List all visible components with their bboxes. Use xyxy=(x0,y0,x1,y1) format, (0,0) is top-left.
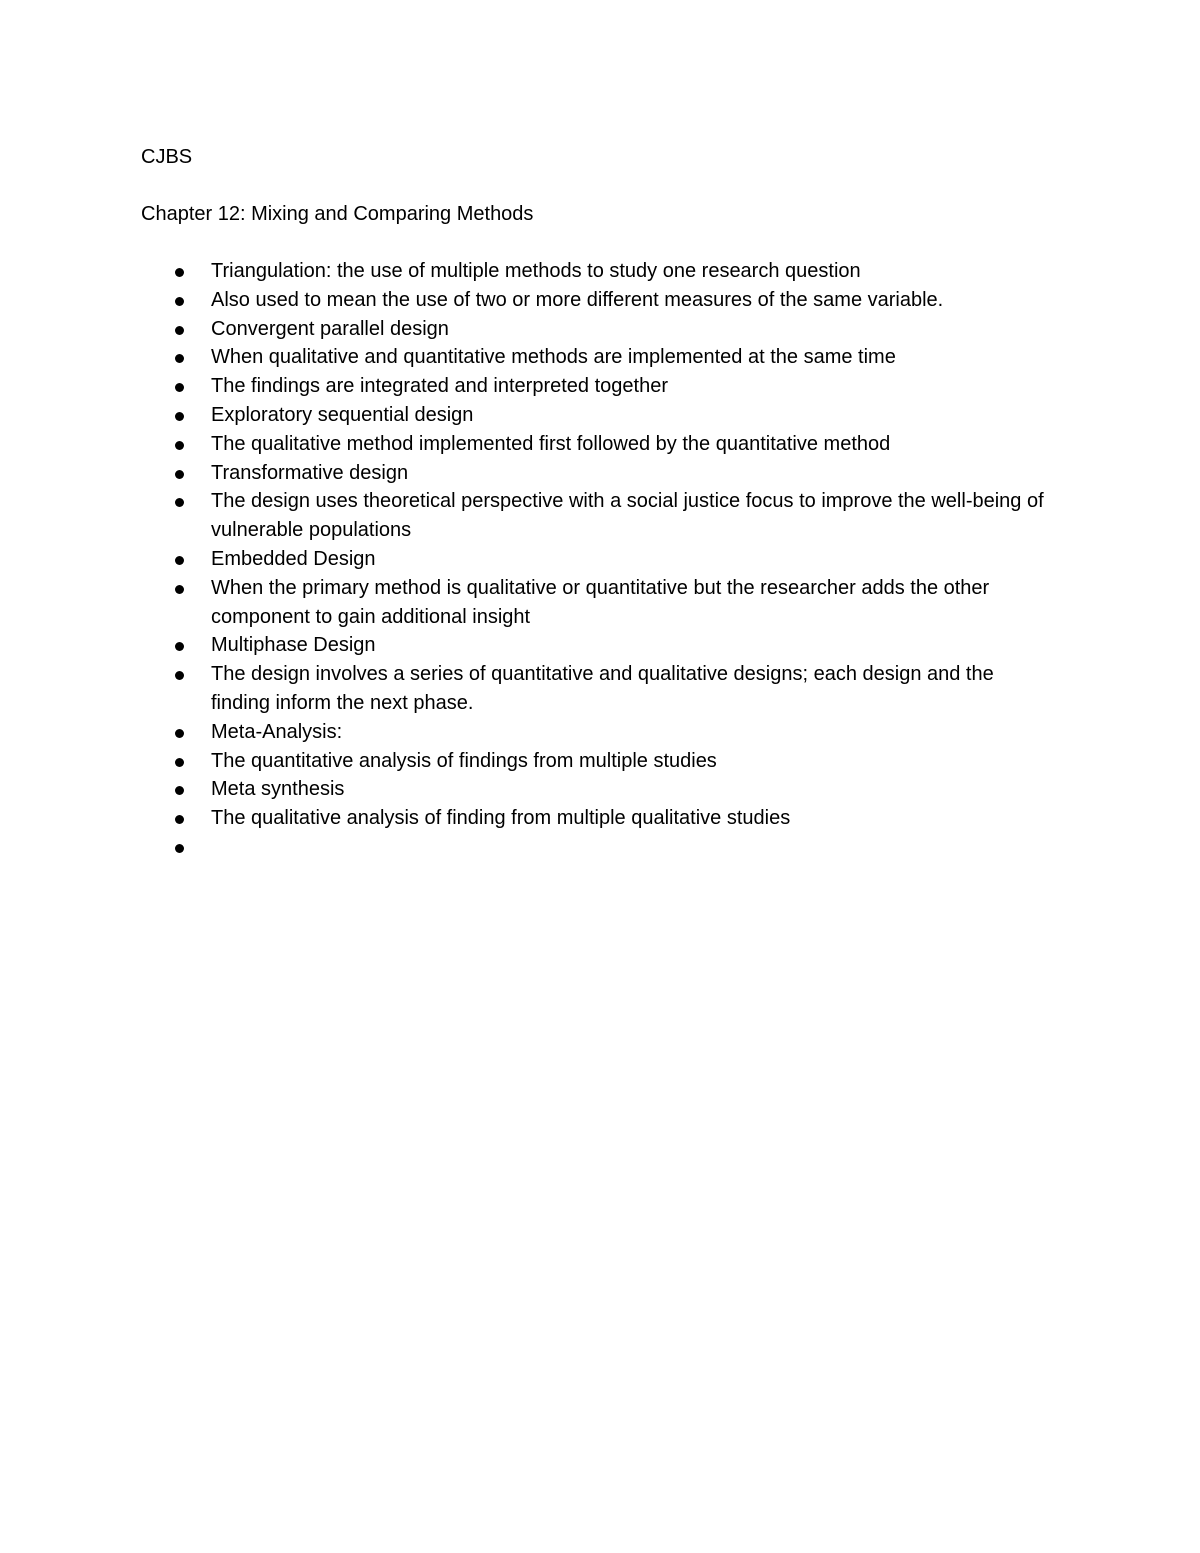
bullet-icon xyxy=(175,498,184,507)
list-item xyxy=(0,372,1056,401)
list-item-text: Triangulation: the use of multiple methods to study one research question xyxy=(211,260,861,282)
bullet-list xyxy=(0,257,1200,862)
list-item-text: The design involves a series of quantitative and qualitative designs; each design and the finding inform the next phase. xyxy=(211,663,994,714)
list-item xyxy=(0,286,1056,315)
bullet-icon xyxy=(175,786,184,795)
list-item xyxy=(0,315,1056,344)
list-item-text: Embedded Design xyxy=(211,547,376,570)
list-item xyxy=(0,343,1056,372)
chapter-title: Chapter 12: Mixing and Comparing Methods xyxy=(141,203,534,225)
list-item-text: The quantitative analysis of findings from multiple studies xyxy=(211,749,717,772)
list-item xyxy=(0,660,1056,718)
list-item-text: Transformative design xyxy=(211,461,409,484)
bullet-icon xyxy=(175,642,184,651)
list-item-text: Convergent parallel design xyxy=(211,317,449,340)
bullet-icon xyxy=(175,268,184,277)
list-item-text: Multiphase Design xyxy=(211,634,376,657)
list-item-text: The qualitative method implemented first followed by the quantitative method xyxy=(211,432,891,455)
bullet-icon xyxy=(175,729,184,738)
bullet-icon xyxy=(175,585,184,594)
bullet-icon xyxy=(175,326,184,335)
bullet-icon xyxy=(175,758,184,767)
list-item-text: The design uses theoretical perspective with a social justice focus to improve the well-being of vulnerable populations xyxy=(211,490,1044,542)
list-item xyxy=(0,747,1056,776)
list-item xyxy=(0,257,1056,286)
list-item xyxy=(0,833,1056,862)
list-item-text: When the primary method is qualitative or quantitative but the researcher adds the other component to gain additional insight xyxy=(211,576,990,628)
bullet-icon xyxy=(175,844,184,853)
course-code: CJBS xyxy=(141,146,193,168)
list-item xyxy=(0,545,1056,574)
bullet-icon xyxy=(175,441,184,450)
list-item xyxy=(0,775,1056,804)
bullet-icon xyxy=(175,815,184,824)
bullet-icon xyxy=(175,412,184,421)
list-item-text: Exploratory sequential design xyxy=(211,403,474,426)
bullet-icon xyxy=(175,556,184,565)
list-item-text: When qualitative and quantitative methods are implemented at the same time xyxy=(211,346,896,369)
list-item xyxy=(0,401,1056,430)
bullet-icon xyxy=(175,383,184,392)
list-item xyxy=(0,804,1056,833)
list-item xyxy=(0,487,1056,545)
bullet-icon xyxy=(175,470,184,479)
list-item-text: Also used to mean the use of two or more different measures of the same variable. xyxy=(211,288,944,311)
bullet-icon xyxy=(175,671,184,680)
list-item-text: Meta-Analysis: xyxy=(211,720,343,743)
list-item-text: The findings are integrated and interpreted together xyxy=(211,375,668,398)
list-item-text: The qualitative analysis of finding from multiple qualitative studies xyxy=(211,807,791,830)
list-item xyxy=(0,631,1056,660)
list-item-text: Meta synthesis xyxy=(211,778,345,801)
bullet-icon xyxy=(175,297,184,306)
list-item xyxy=(0,574,1056,632)
list-item xyxy=(0,459,1056,488)
list-item xyxy=(0,430,1056,459)
bullet-icon xyxy=(175,354,184,363)
list-item xyxy=(0,718,1056,747)
